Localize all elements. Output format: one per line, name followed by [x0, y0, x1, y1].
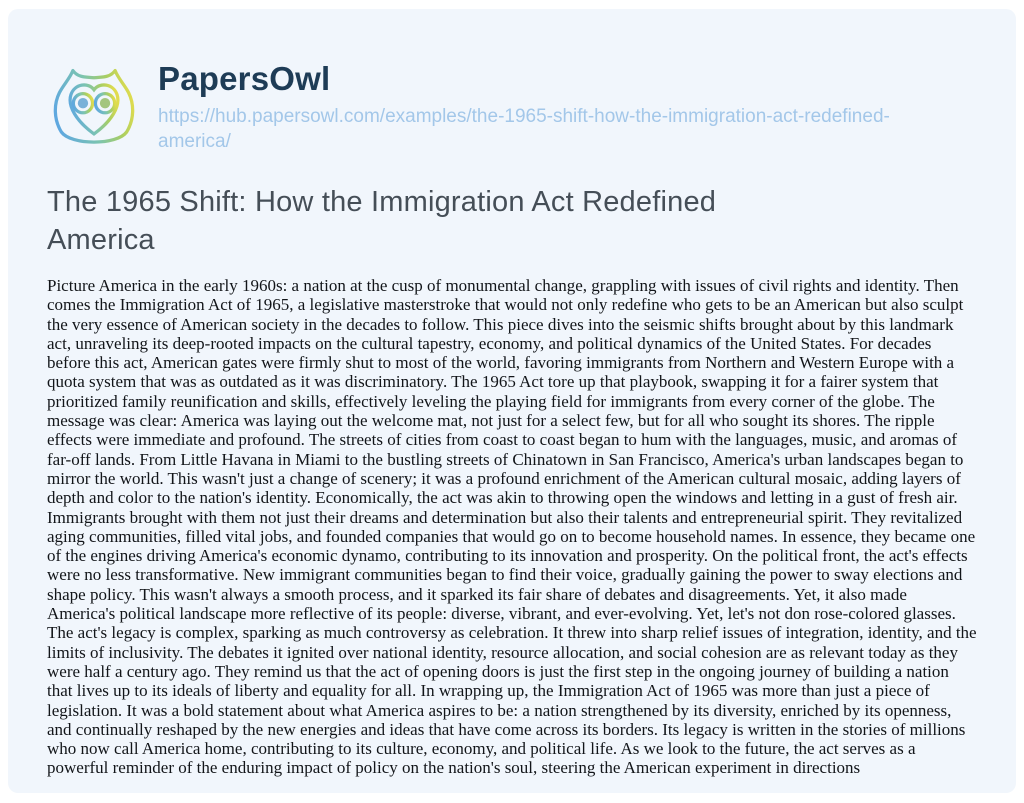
owl-logo-icon	[46, 57, 142, 159]
page-card	[8, 9, 1016, 793]
brand-text-block	[158, 57, 900, 154]
page-url-link[interactable]: https://hub.papersowl.com/examples/the-1965-shift-how-the-immigration-act-redefined-america/	[158, 106, 890, 152]
brand-name: PapersOwl	[158, 60, 331, 97]
article-title: The 1965 Shift: How the Immigration Act Redefined America	[47, 186, 717, 256]
article-body: Picture America in the early 1960s: a nation at the cusp of monumental change, grappling with issues of civil rights and identity. Then comes the Immigration Act of 1965, a legislative masterstroke that would not only redefine who gets to be an American but also sculpt the very essence of American society in the decades to follow. This piece dives into the seismic shifts brought about by this landmark act, unraveling its deep-rooted impacts on the cultural tapestry, economy, and political dynamics of the United States. For decades before this act, American gates were firmly shut to most of the world, favoring immigrants from Northern and Western Europe with a quota system that was as outdated as it was discriminatory. The 1965 Act tore up that playbook, swapping it for a fairer system that prioritized family reunification and skills, effectively leveling the playing field for immigrants from every corner of the globe. The message was clear: America was laying out the welcome mat, not just for a select few, but for all who sought its shores. The ripple effects were immediate and profound. The streets of cities from coast to coast began to hum with the languages, music, and aromas of far-off lands. From Little Havana in Miami to the bustling streets of Chinatown in San Francisco, America's urban landscapes began to mirror the world. This wasn't just a change of scenery; it was a profound enrichment of the American cultural mosaic, adding layers of depth and color to the nation's identity. Economically, the act was akin to throwing open the windows and letting in a gust of fresh air. Immigrants brought with them not just their dreams and determination but also their talents and entrepreneurial spirit. They revitalized aging communities, filled vital jobs, and founded companies that would go on to become household names. In essence, they became one of the engines driving America's economic dynamo, contributing to its innovation and prosperity. On the political front, the act's effects were no less transformative. New immigrant communities began to find their voice, gradually gaining the power to sway elections and shape policy. This wasn't always a smooth process, and it sparked its fair share of debates and disagreements. Yet, it also made America's political landscape more reflective of its people: diverse, vibrant, and ever-evolving. Yet, let's not don rose-colored glasses. The act's legacy is complex, sparking as much controversy as celebration. It threw into sharp relief issues of integration, identity, and the limits of inclusivity. The debates it ignited over national identity, resource allocation, and social cohesion are as relevant today as they were half a century ago. They remind us that the act of opening doors is just the first step in the ongoing journey of building a nation that lives up to its ideals of liberty and equality for all. In wrapping up, the Immigration Act of 1965 was more than just a piece of legislation. It was a bold statement about what America aspires to be: a nation strengthened by its diversity, enriched by its openness, and continually reshaped by the new energies and ideas that have come across its borders. Its legacy is written in the stories of millions who now call America home, contributing to its culture, economy, and political life. As we look to the future, the act serves as a powerful reminder of the enduring impact of policy on the nation's soul, steering the American experiment in directions	[47, 276, 977, 778]
brand-header	[8, 9, 1016, 159]
